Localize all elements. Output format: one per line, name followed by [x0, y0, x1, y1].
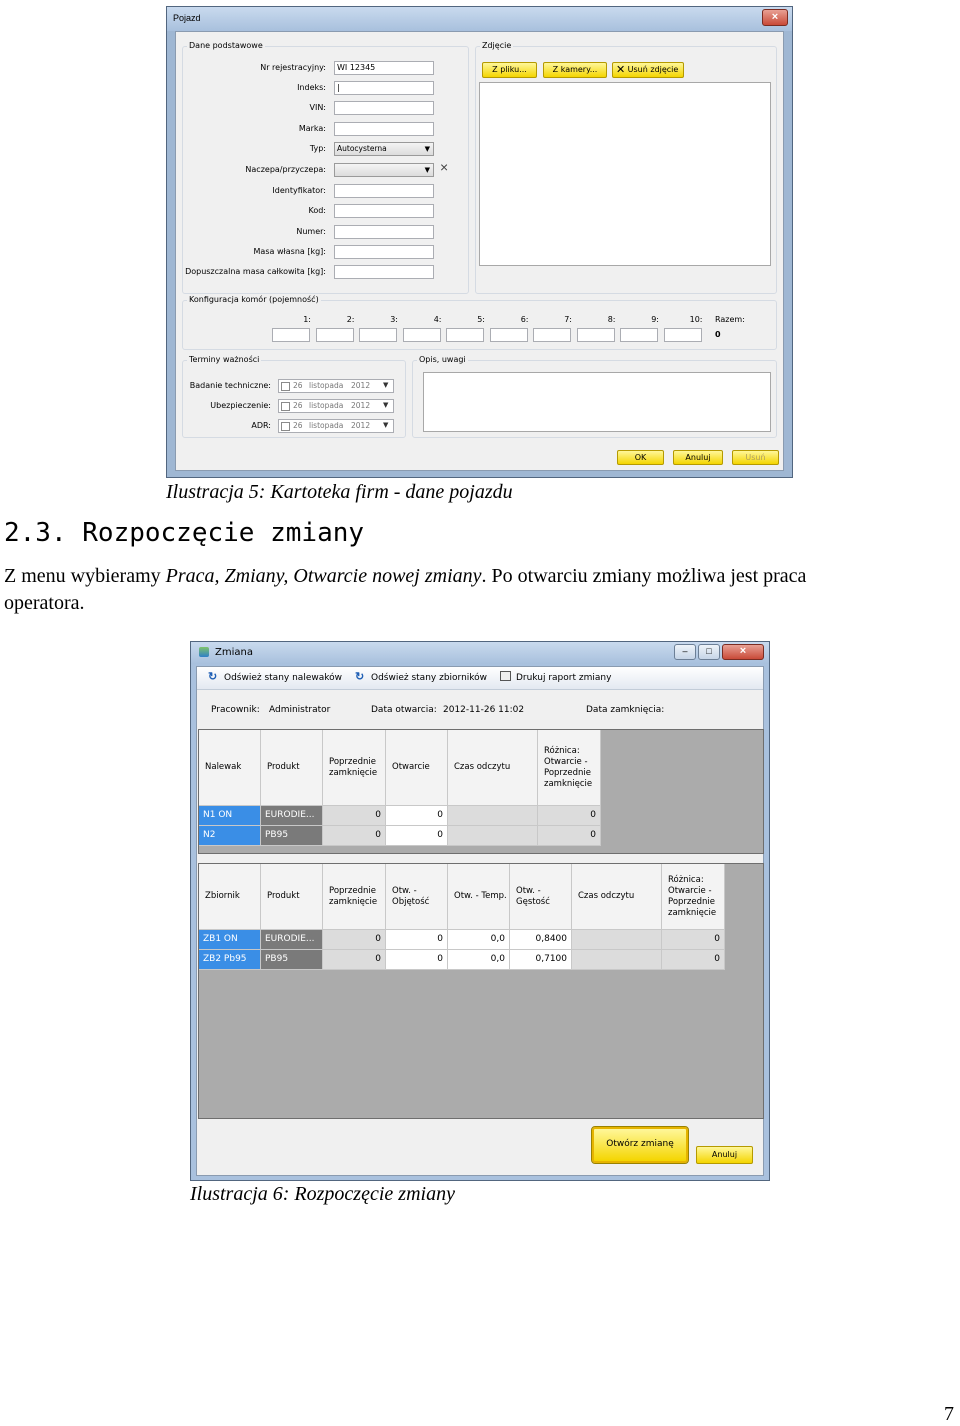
chamber-label: 3: — [390, 315, 398, 324]
code-input[interactable] — [334, 204, 434, 218]
chamber-input[interactable] — [403, 328, 441, 342]
chamber-input[interactable] — [272, 328, 310, 342]
chamber-input[interactable] — [533, 328, 571, 342]
tank-cell[interactable] — [572, 930, 662, 950]
total-value: 0 — [715, 330, 721, 339]
nozzle-cell[interactable]: EURODIE... — [261, 806, 323, 826]
tank-cell[interactable]: 0 — [323, 930, 386, 950]
tank-cell[interactable]: 0,7100 — [510, 950, 572, 970]
chamber-input[interactable] — [316, 328, 354, 342]
printer-icon — [500, 671, 511, 681]
tank-column-header[interactable]: Poprzednie zamknięcie — [323, 864, 386, 930]
tank-column-header[interactable]: Produkt — [261, 864, 323, 930]
refresh-tanks-button[interactable]: Odśwież stany zbiorników — [371, 673, 488, 683]
chevron-down-icon[interactable]: ▼ — [383, 381, 389, 389]
field-label-registration: Nr rejestracyjny: — [260, 63, 326, 72]
caption-illustration-6: Ilustracja 6: Rozpoczęcie zmiany — [190, 1183, 455, 1205]
date-day: 26 — [293, 381, 303, 390]
date-year: 2012 — [351, 421, 371, 430]
chamber-label: 6: — [520, 315, 529, 324]
tank-cell[interactable]: PB95 — [261, 950, 323, 970]
basic-data-group-label: Dane podstawowe — [189, 41, 263, 50]
delete-photo-button[interactable] — [612, 62, 684, 78]
menu-path: Praca, Zmiany, Otwarcie nowej zmiany — [165, 565, 482, 587]
delete-x-icon: ✕ — [616, 63, 626, 76]
validity-group-label: Terminy ważności — [189, 355, 260, 364]
chevron-down-icon[interactable]: ▼ — [383, 401, 389, 409]
date-day: 26 — [293, 401, 303, 410]
tank-column-header[interactable]: Otw. - Objętość — [386, 864, 448, 930]
chamber-label: 4: — [433, 315, 442, 324]
section-heading: 2.3. Rozpoczęcie zmiany — [4, 518, 365, 548]
nozzle-cell[interactable] — [448, 806, 538, 826]
nozzle-column-header[interactable]: Produkt — [261, 730, 323, 806]
chamber-label: 5: — [477, 315, 485, 324]
chamber-label: 10: — [689, 315, 703, 324]
clear-trailer-icon[interactable]: × — [440, 159, 449, 175]
shift-window-client — [196, 666, 764, 1176]
chamber-label: 1: — [303, 315, 311, 324]
chamber-input[interactable] — [620, 328, 658, 342]
shift-close-button[interactable]: × — [722, 644, 764, 660]
total-label: Razem: — [715, 315, 745, 324]
date-month: listopada — [309, 401, 344, 410]
nozzle-cell[interactable]: 0 — [386, 826, 448, 846]
refresh-nozzles-button[interactable]: Odśwież stany nalewaków — [224, 673, 342, 683]
notes-group-label: Opis, uwagi — [419, 355, 466, 364]
refresh-icon: ↻ — [208, 671, 218, 683]
tank-cell[interactable]: EURODIE... — [261, 930, 323, 950]
paragraph-text: Z menu wybieramy — [4, 565, 166, 587]
field-label-own-mass: Masa własna [kg]: — [253, 247, 326, 256]
tank-cell[interactable]: 0 — [662, 930, 725, 950]
chamber-config-group — [182, 295, 777, 350]
nozzle-cell[interactable]: 0 — [323, 826, 386, 846]
tank-column-header[interactable]: Zbiornik — [199, 864, 261, 930]
date-enable-checkbox[interactable] — [281, 382, 290, 391]
shift-window — [190, 641, 770, 1181]
cancel-button[interactable]: Anuluj — [673, 450, 723, 465]
nozzle-cell[interactable]: 0 — [323, 806, 386, 826]
field-label-trailer: Naczepa/przyczepa: — [245, 165, 326, 174]
date-month: listopada — [309, 381, 344, 390]
employee-value: Administrator — [269, 705, 331, 715]
photo-preview — [479, 82, 771, 266]
date-picker[interactable] — [278, 379, 394, 393]
employee-label: Pracownik: — [211, 705, 260, 715]
registration-input[interactable]: WI 12345 — [334, 61, 434, 75]
max-mass-input[interactable] — [334, 265, 434, 279]
validity-label: Ubezpieczenie: — [210, 401, 271, 410]
tank-cell[interactable]: 0 — [662, 950, 725, 970]
type-select[interactable] — [334, 142, 434, 156]
notes-textarea[interactable] — [423, 372, 771, 432]
delete-photo-label: Usuń zdjęcie — [627, 65, 679, 74]
tank-column-header[interactable]: Czas odczytu — [572, 864, 662, 930]
tank-column-header[interactable]: Różnica: Otwarcie - Poprzednie zamknięcie — [662, 864, 725, 930]
chamber-label: 2: — [346, 315, 355, 324]
field-label-vin: VIN: — [309, 103, 326, 112]
nozzle-cell[interactable]: N2 — [199, 826, 261, 846]
chamber-label: 9: — [651, 315, 659, 324]
vehicle-window — [166, 6, 793, 478]
vehicle-window-client — [175, 31, 784, 471]
nozzle-cell[interactable]: PB95 — [261, 826, 323, 846]
nozzle-column-header[interactable]: Nalewak — [199, 730, 261, 806]
vehicle-window-titlebar — [167, 7, 792, 31]
date-month: listopada — [309, 421, 344, 430]
index-input[interactable]: | — [334, 81, 434, 95]
field-label-identifier: Identyfikator: — [272, 186, 326, 195]
tank-cell[interactable]: ZB2 Pb95 — [199, 950, 261, 970]
validity-label: ADR: — [251, 421, 271, 430]
tank-column-header[interactable]: Otw. - Temp. — [448, 864, 510, 930]
tank-cell[interactable]: 0,0 — [448, 950, 510, 970]
shift-cancel-button[interactable]: Anuluj — [696, 1146, 753, 1164]
trailer-select[interactable] — [334, 163, 434, 177]
photo-from-file-button[interactable]: Z pliku... — [482, 62, 537, 78]
chevron-down-icon: ▼ — [424, 145, 430, 153]
tank-column-header[interactable]: Otw. - Gęstość — [510, 864, 572, 930]
field-label-index: Indeks: — [297, 83, 326, 92]
photo-from-camera-button[interactable]: Z kamery... — [543, 62, 607, 78]
tank-cell[interactable]: 0,8400 — [510, 930, 572, 950]
date-enable-checkbox[interactable] — [281, 422, 290, 431]
nozzle-column-header[interactable]: Czas odczytu — [448, 730, 538, 806]
chamber-input[interactable] — [446, 328, 484, 342]
nozzle-grid — [198, 729, 764, 854]
tank-grid — [198, 863, 764, 1119]
shift-window-titlebar — [191, 642, 769, 664]
nozzle-cell[interactable]: 0 — [386, 806, 448, 826]
shift-window-title: Zmiana — [215, 647, 253, 658]
close-date-label: Data zamknięcia: — [586, 705, 665, 715]
field-label-brand: Marka: — [298, 124, 326, 133]
identifier-input[interactable] — [334, 184, 434, 198]
field-label-max-mass: Dopuszczalna masa całkowita [kg]: — [185, 267, 326, 276]
chamber-input[interactable] — [359, 328, 397, 342]
chamber-input[interactable] — [577, 328, 615, 342]
tank-cell[interactable]: 0 — [386, 930, 448, 950]
nozzle-column-header[interactable]: Poprzednie zamknięcie — [323, 730, 386, 806]
chevron-down-icon: ▼ — [424, 166, 430, 174]
field-label-code: Kod: — [308, 206, 326, 215]
open-date-label: Data otwarcia: — [371, 705, 437, 715]
date-year: 2012 — [351, 401, 371, 410]
nozzle-cell[interactable]: 0 — [538, 806, 601, 826]
nozzle-cell[interactable]: N1 ON — [199, 806, 261, 826]
date-picker[interactable] — [278, 419, 394, 433]
tank-cell[interactable]: 0 — [323, 950, 386, 970]
type-select-value: Autocysterna — [337, 144, 387, 153]
chamber-label: 8: — [607, 315, 616, 324]
tank-cell[interactable]: 0 — [386, 950, 448, 970]
maximize-button[interactable]: □ — [698, 644, 720, 660]
validity-label: Badanie techniczne: — [189, 381, 271, 390]
chevron-down-icon[interactable]: ▼ — [383, 421, 389, 429]
page-number: 7 — [944, 1403, 954, 1425]
photo-group-label: Zdjęcie — [482, 41, 512, 50]
tank-cell[interactable]: 0,0 — [448, 930, 510, 950]
print-report-button[interactable]: Drukuj raport zmiany — [516, 673, 612, 683]
vehicle-close-button[interactable]: × — [762, 9, 788, 26]
field-label-type: Typ: — [309, 144, 326, 153]
ok-button[interactable]: OK — [617, 450, 664, 465]
chamber-label: 7: — [564, 315, 572, 324]
number-input[interactable] — [334, 225, 434, 239]
delete-button[interactable]: Usuń — [732, 450, 779, 465]
chamber-input[interactable] — [664, 328, 702, 342]
nozzle-cell[interactable]: 0 — [538, 826, 601, 846]
nozzle-cell[interactable] — [448, 826, 538, 846]
paragraph-line-1 — [4, 563, 806, 590]
vin-input[interactable] — [334, 101, 434, 115]
date-year: 2012 — [351, 381, 371, 390]
paragraph-text: . Po otwarciu zmiany możliwa jest praca — [481, 565, 807, 587]
refresh-icon: ↻ — [355, 671, 365, 683]
own-mass-input[interactable] — [334, 245, 434, 259]
date-enable-checkbox[interactable] — [281, 402, 290, 411]
date-picker[interactable] — [278, 399, 394, 413]
nozzle-column-header[interactable]: Otwarcie — [386, 730, 448, 806]
paragraph-line-2: operatora. — [4, 592, 85, 614]
chamber-input[interactable] — [490, 328, 528, 342]
minimize-button[interactable]: – — [674, 644, 696, 660]
app-icon — [199, 647, 209, 657]
tank-cell[interactable]: ZB1 ON — [199, 930, 261, 950]
tank-cell[interactable] — [572, 950, 662, 970]
caption-illustration-5: Ilustracja 5: Kartoteka firm - dane pojazdu — [166, 481, 513, 503]
brand-input[interactable] — [334, 122, 434, 136]
open-shift-button[interactable]: Otwórz zmianę — [592, 1127, 688, 1163]
chamber-config-label: Konfiguracja komór (pojemność) — [189, 295, 319, 304]
nozzle-column-header[interactable]: Różnica: Otwarcie - Poprzednie zamknięcie — [538, 730, 601, 806]
open-date-value: 2012-11-26 11:02 — [443, 705, 525, 715]
field-label-number: Numer: — [296, 227, 326, 236]
vehicle-window-title: Pojazd — [173, 13, 201, 23]
date-day: 26 — [293, 421, 303, 430]
